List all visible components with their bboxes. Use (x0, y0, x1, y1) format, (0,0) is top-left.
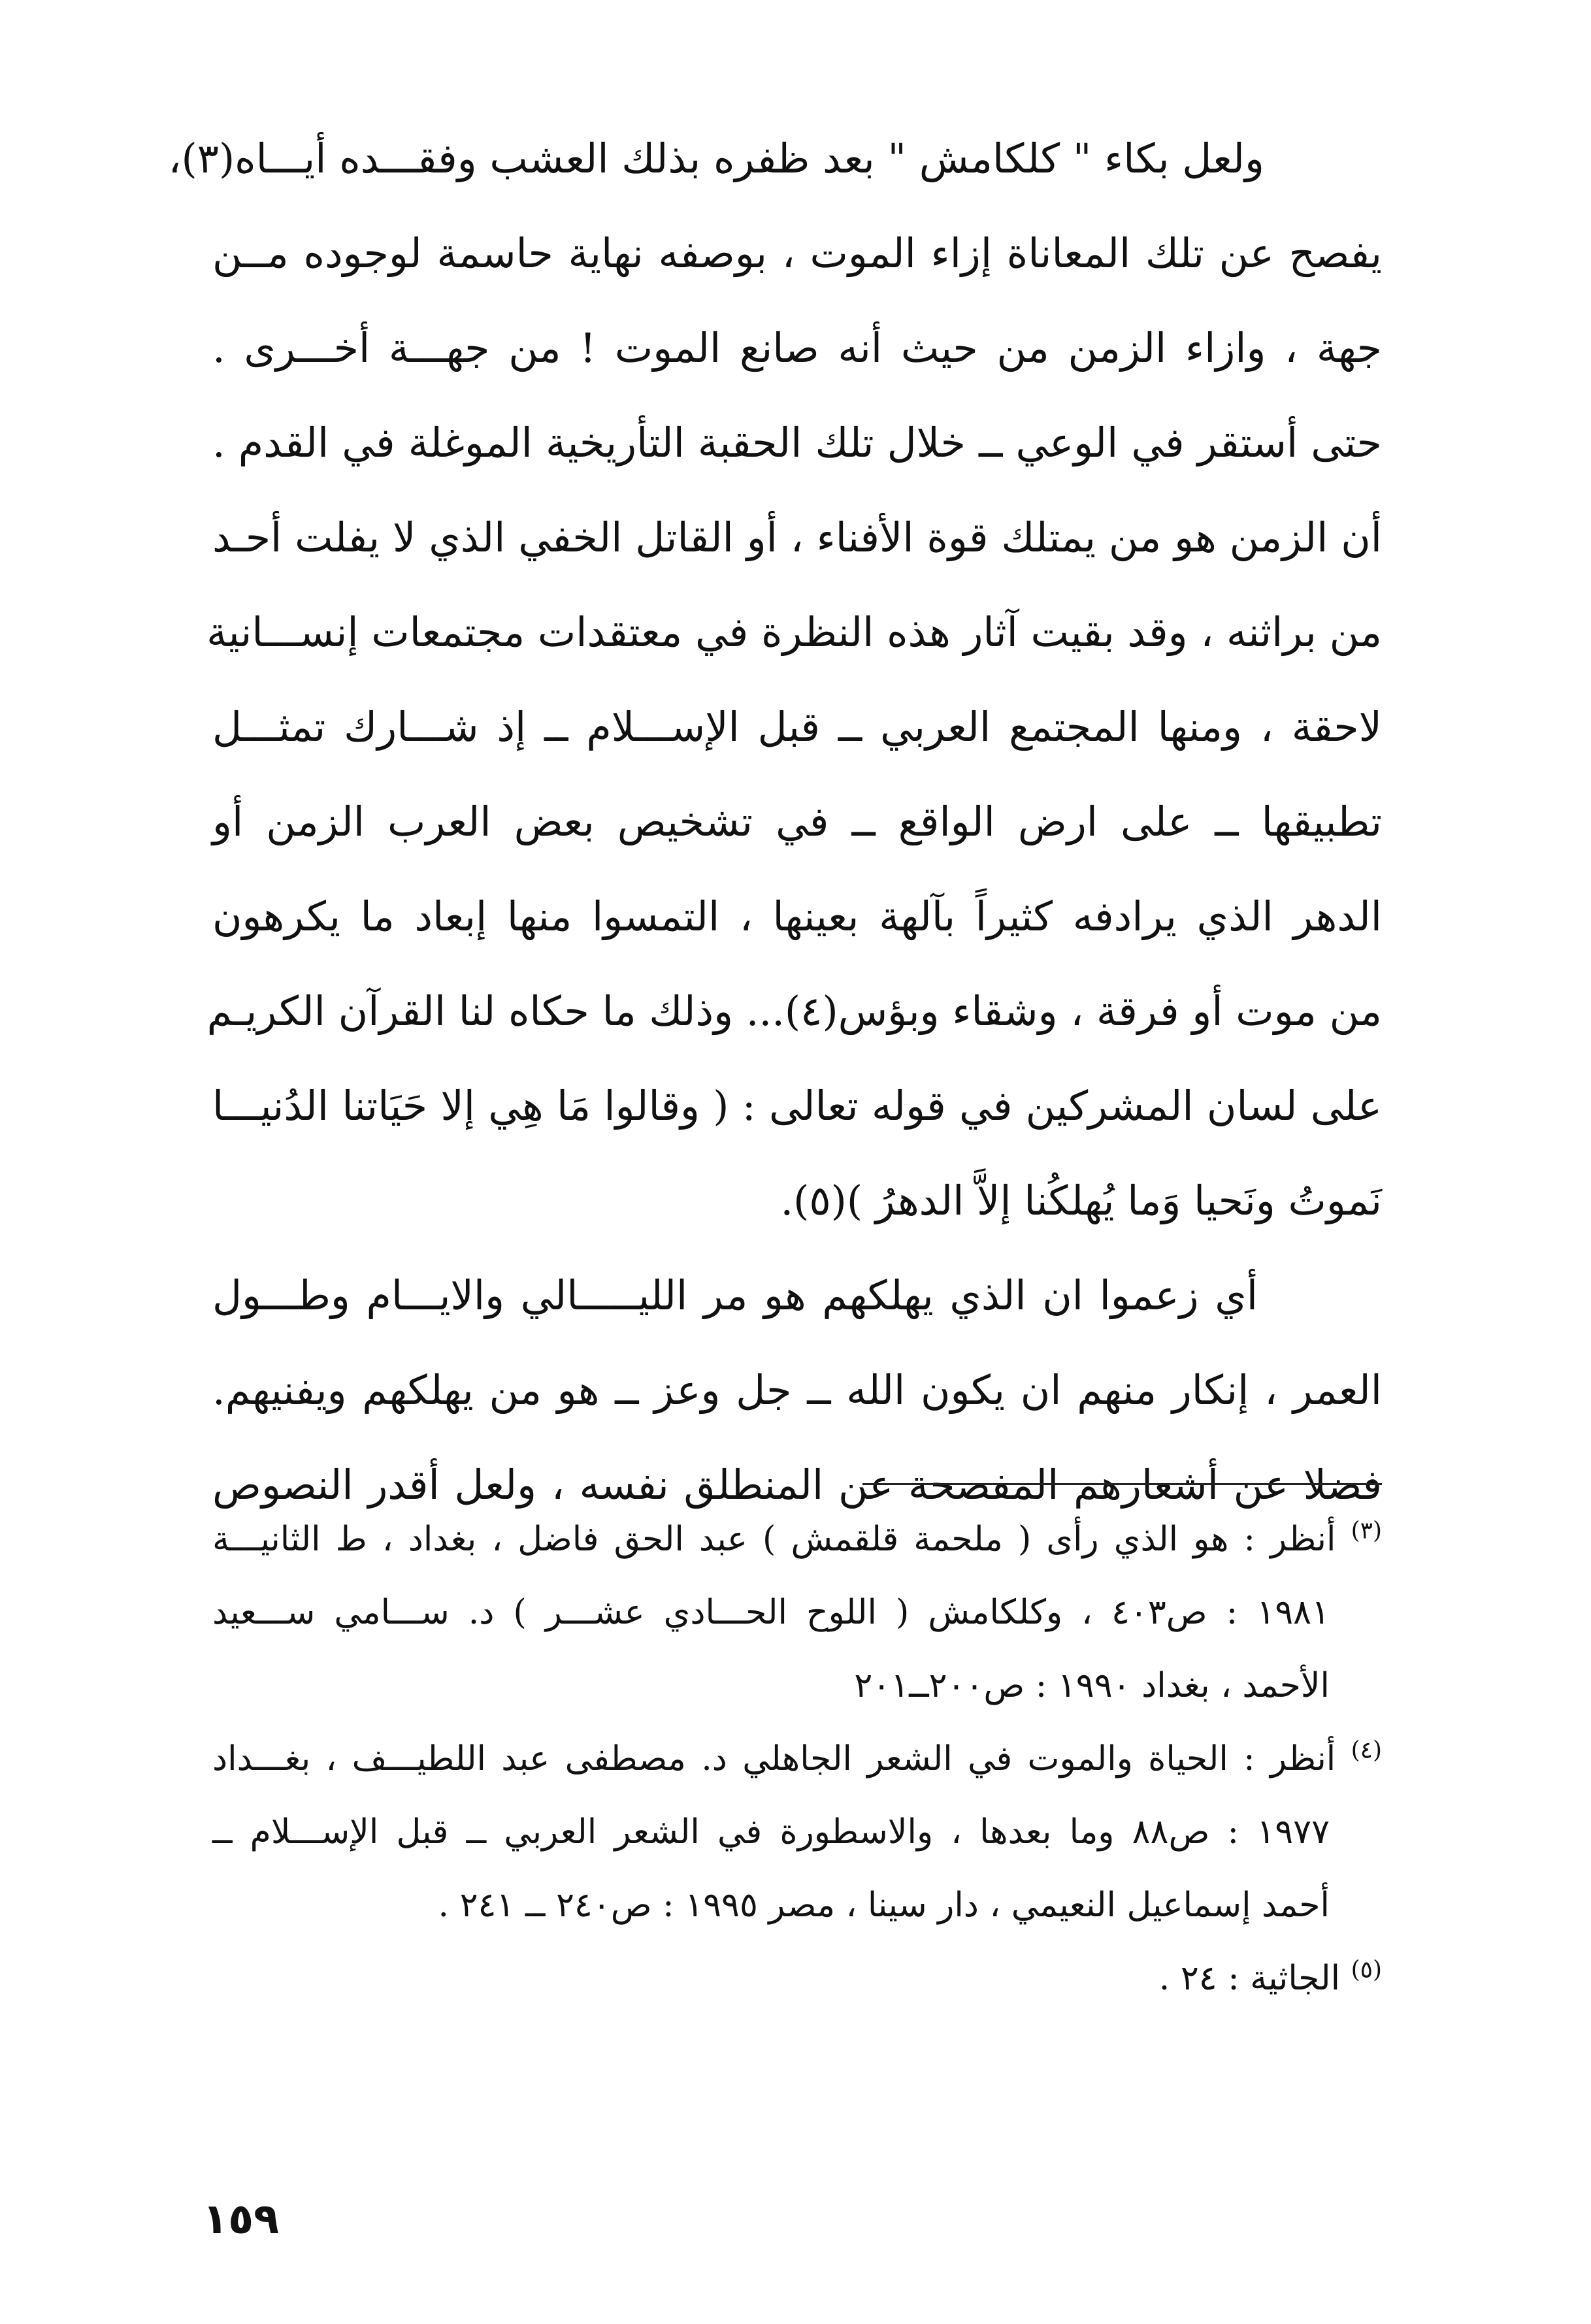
main-text-body (168, 111, 1382, 1532)
footnote-line: أحمد إسماعيل النعيمي ، دار سينا ، مصر ١٩٩٥ : ص٢٤٠ ــ ٢٤١ . (438, 1886, 1330, 1925)
text-line: أن الزمن هو من يمتلك قوة الأفناء ، أو القاتل الخفي الذي لا يفلت أحـد (212, 514, 1382, 561)
text-line: تطبيقها ــ على ارض الواقع ــ في تشخيص بعض العرب الزمن أو (212, 798, 1382, 845)
text-line: من براثنه ، وقد بقيت آثار هذه النظرة في معتقدات مجتمعات إنســـانية (206, 608, 1382, 656)
text-line: جهة ، وازاء الزمن من حيث أنه صانع الموت ! من جهـــة أخـــرى . (212, 324, 1382, 372)
text-line: حتى أستقر في الوعي ــ خلال تلك الحقبة التأريخية الموغلة في القدم . (212, 419, 1382, 466)
footnote-line: الأحمد ، بغداد ١٩٩٠ : ص٢٠٠ــ٢٠١ (854, 1666, 1330, 1705)
footnote-text: أنظر : الحياة والموت في الشعر الجاهلي د. مصطفى عبد اللطيـــف ، بغـــداد (212, 1739, 1336, 1778)
footnote-marker: (٥) (1351, 1956, 1382, 1984)
text-line: لاحقة ، ومنها المجتمع العربي ــ قبل الإســـلام ــ إذ شـــارك تمثـــل (212, 703, 1382, 751)
footnotes-section (212, 1503, 1382, 2015)
footnote-marker: (٣) (1351, 1517, 1383, 1545)
text-line: من موت أو فرقة ، وشقاء وبؤس(٤)... وذلك ما حكاه لنا القرآن الكريـم (206, 987, 1382, 1035)
footnote-divider (862, 1483, 1382, 1485)
footnote-marker: (٤) (1351, 1737, 1382, 1764)
text-line: على لسان المشركين في قوله تعالى : ( وقالوا مَا هِي إلا حَيَاتنا الدُنيـــا (212, 1082, 1382, 1130)
footnote-line: ١٩٧٧ : ص٨٨ وما بعدها ، والاسطورة في الشعر العربي ــ قبل الإســـلام ــ (212, 1812, 1330, 1852)
text-line: يفصح عن تلك المعاناة إزاء الموت ، بوصفه نهاية حاسمة لوجوده مــن (212, 229, 1382, 277)
text-line: الدهر الذي يرادفه كثيراً بآلهة بعينها ، التمسوا منها إبعاد ما يكرهون (212, 892, 1382, 940)
footnote-line: ١٩٨١ : ص٤٠٣ ، وكلكامش ( اللوح الحـــادي عشـــر ) د. ســـامي ســـعيد (212, 1593, 1330, 1632)
footnote-line (212, 1503, 1382, 1576)
text-line: نَموتُ ونَحيا وَما يُهلكُنا إلاَّ الدهرُ )(٥). (780, 1177, 1382, 1224)
text-line: العمر ، إنكار منهم ان يكون الله ــ جل وعز ــ هو من يهلكهم ويفنيهم. (212, 1366, 1382, 1414)
text-line: فضلا عن أشعارهم المفصحة عن المنطلق نفسه ، ولعل أقدر النصوص (212, 1461, 1382, 1509)
text-line: ولعل بكاء " كلكامش " بعد ظفره بذلك العشب وفقـــده أيـــاه(٣)، (168, 135, 1264, 182)
footnote-text: أنظر : هو الذي رأى ( ملحمة قلقمش ) عبد الحق فاضل ، بغداد ، ط الثانيـــة (212, 1520, 1336, 1559)
text-line: أي زعموا ان الذي يهلكهم هو مر الليـــــالي والايـــام وطـــول (212, 1271, 1258, 1319)
footnote-text: الجاثية : ٢٤ . (1158, 1959, 1341, 1998)
page-number: ١٥٩ (203, 2195, 280, 2244)
footnote-line (212, 1722, 1382, 1795)
footnote-line (212, 1942, 1382, 2015)
